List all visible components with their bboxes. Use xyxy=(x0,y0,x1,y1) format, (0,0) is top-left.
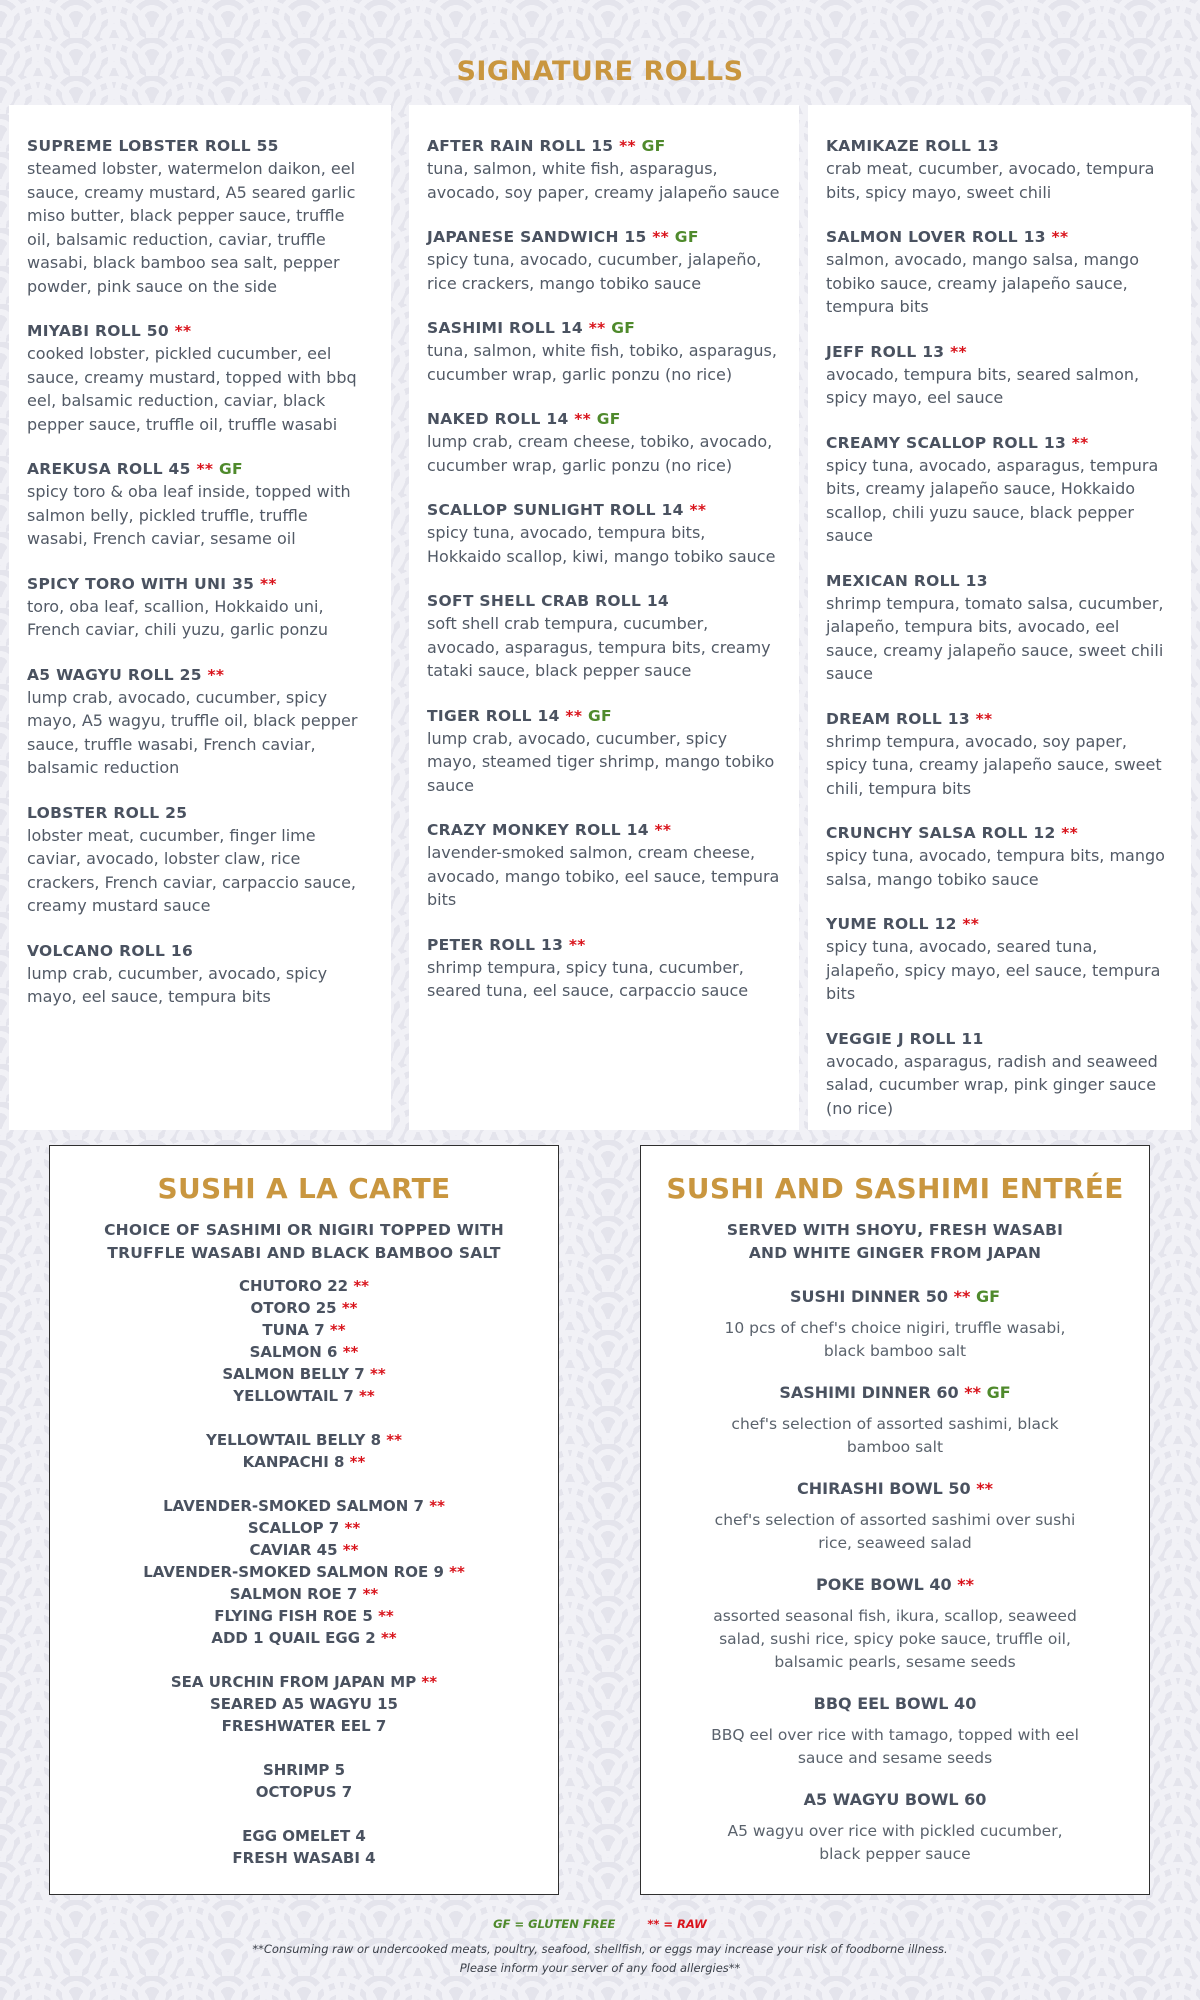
roll-name xyxy=(826,135,1173,157)
roll-name-price: CREAMY SCALLOP ROLL 13 xyxy=(826,433,1072,452)
roll-description: spicy toro & oba leaf inside, topped with salmon belly, pickled truffle, truffle wasabi, French caviar, sesame oil xyxy=(27,482,351,548)
roll-item xyxy=(427,705,781,798)
roll-description: salmon, avocado, mango salsa, mango tobiko sauce, creamy jalapeño sauce, tempura bits xyxy=(826,250,1139,316)
sushi-sashimi-entree-section xyxy=(640,1145,1150,1895)
roll-item xyxy=(27,458,373,551)
a-la-carte-item xyxy=(50,1671,558,1693)
roll-name-price: DREAM ROLL 13 xyxy=(826,709,976,728)
roll-name xyxy=(427,135,781,157)
roll-description: shrimp tempura, avocado, soy paper, spicy tuna, creamy jalapeño sauce, sweet chili, tempura bits xyxy=(826,731,1162,798)
rolls-column-3 xyxy=(808,105,1191,1130)
entree-subtitle-line-2: AND WHITE GINGER FROM JAPAN xyxy=(748,1244,1042,1262)
a-la-carte-item xyxy=(50,1539,558,1561)
roll-name xyxy=(427,934,781,956)
a-la-carte-item xyxy=(50,1781,558,1803)
roll-name xyxy=(826,226,1173,248)
raw-marker: ** xyxy=(654,821,672,839)
roll-item xyxy=(826,1028,1173,1121)
roll-name-price: AFTER RAIN ROLL 15 xyxy=(427,137,620,155)
entree-name xyxy=(641,1381,1149,1405)
roll-name-price: LOBSTER ROLL 25 xyxy=(27,803,188,822)
roll-name xyxy=(27,320,373,342)
roll-name xyxy=(427,705,781,727)
a-la-carte-subtitle-line-1: CHOICE OF SASHIMI OR NIGIRI TOPPED WITH xyxy=(104,1221,504,1239)
entree-name-price: A5 WAGYU BOWL 60 xyxy=(803,1790,987,1809)
roll-item xyxy=(826,341,1173,410)
roll-name xyxy=(27,802,373,824)
a-la-carte-group xyxy=(50,1429,558,1473)
roll-name xyxy=(826,341,1173,363)
a-la-carte-item xyxy=(50,1627,558,1649)
gluten-free-marker: GF xyxy=(596,410,621,428)
raw-marker: ** xyxy=(358,1387,375,1405)
entree-name-price: CHIRASHI BOWL 50 xyxy=(796,1479,977,1498)
a-la-carte-item-name: SEARED A5 WAGYU 15 xyxy=(210,1695,398,1713)
roll-name-price: MEXICAN ROLL 13 xyxy=(826,571,988,590)
roll-name xyxy=(27,458,373,480)
a-la-carte-subtitle-line-2: TRUFFLE WASABI AND BLACK BAMBOO SALT xyxy=(107,1244,501,1262)
entree-list xyxy=(641,1285,1149,1866)
a-la-carte-item-name: TUNA 7 xyxy=(262,1321,330,1339)
roll-description: tuna, salmon, white fish, tobiko, asparagus, cucumber wrap, garlic ponzu (no rice) xyxy=(427,341,777,384)
roll-item xyxy=(427,408,781,477)
raw-marker: ** xyxy=(449,1563,465,1581)
raw-marker: ** xyxy=(1061,824,1079,842)
raw-marker: ** xyxy=(565,706,583,725)
a-la-carte-item xyxy=(50,1715,558,1737)
a-la-carte-item-name: FRESHWATER EEL 7 xyxy=(221,1717,387,1735)
entree-item xyxy=(641,1692,1149,1770)
roll-description: lump crab, cream cheese, tobiko, avocado, cucumber wrap, garlic ponzu (no rice) xyxy=(427,432,773,475)
a-la-carte-item-name: FLYING FISH ROE 5 xyxy=(214,1607,379,1625)
a-la-carte-item xyxy=(50,1561,558,1583)
roll-description: tuna, salmon, white fish, asparagus, avocado, soy paper, creamy jalapeño sauce xyxy=(427,159,780,202)
a-la-carte-item-name: EGG OMELET 4 xyxy=(242,1827,366,1845)
a-la-carte-item xyxy=(50,1363,558,1385)
roll-name-price: SOFT SHELL CRAB ROLL 14 xyxy=(427,592,670,610)
roll-name xyxy=(826,1028,1173,1050)
a-la-carte-item xyxy=(50,1605,558,1627)
raw-marker: ** xyxy=(342,1541,359,1559)
legend xyxy=(0,1917,1200,1931)
raw-marker: ** xyxy=(349,1453,366,1471)
a-la-carte-title: SUSHI A LA CARTE xyxy=(157,1172,451,1205)
roll-name xyxy=(427,408,781,430)
entree-name-price: POKE BOWL 40 xyxy=(815,1575,958,1594)
entree-name xyxy=(641,1573,1149,1597)
roll-name xyxy=(826,432,1173,454)
a-la-carte-item xyxy=(50,1429,558,1451)
raw-marker: ** xyxy=(619,137,636,155)
roll-name xyxy=(826,708,1173,730)
disclaimer-line-1: **Consuming raw or undercooked meats, poultry, seafood, shellfish, or eggs may increase your risk of foodborne illness. xyxy=(252,1942,948,1956)
raw-marker: ** xyxy=(957,1575,974,1594)
roll-name-price: SALMON LOVER ROLL 13 xyxy=(826,228,1052,246)
a-la-carte-item xyxy=(50,1693,558,1715)
roll-item xyxy=(27,664,373,780)
entree-description: assorted seasonal fish, ikura, scallop, seaweed salad, sushi rice, spicy poke sauce, truffle oil, balsamic pearls, sesame seeds xyxy=(713,1607,1077,1671)
raw-marker: ** xyxy=(588,319,606,337)
raw-marker: ** xyxy=(421,1673,438,1691)
roll-description: toro, oba leaf, scallion, Hokkaido uni, French caviar, chili yuzu, garlic ponzu xyxy=(27,596,328,639)
roll-name-price: JEFF ROLL 13 xyxy=(826,342,951,361)
roll-description: crab meat, cucumber, avocado, tempura bits, spicy mayo, sweet chili xyxy=(826,159,1155,202)
roll-description: lobster meat, cucumber, finger lime caviar, avocado, lobster claw, rice crackers, French caviar, carpaccio sauce, creamy mustard sauce xyxy=(27,825,357,915)
sushi-a-la-carte-section xyxy=(49,1145,559,1895)
a-la-carte-item xyxy=(50,1495,558,1517)
raw-marker: ** xyxy=(1071,433,1089,452)
gluten-free-marker: GF xyxy=(641,137,666,155)
roll-description: spicy tuna, avocado, seared tuna, jalapeño, spicy mayo, eel sauce, tempura bits xyxy=(826,937,1161,1003)
entree-subtitle-line-1: SERVED WITH SHOYU, FRESH WASABI xyxy=(726,1221,1064,1239)
entree-item xyxy=(641,1285,1149,1363)
roll-item xyxy=(826,708,1173,801)
roll-name-price: VEGGIE J ROLL 11 xyxy=(826,1029,984,1048)
a-la-carte-item-name: SEA URCHIN FROM JAPAN MP xyxy=(170,1673,422,1691)
entree-item xyxy=(641,1381,1149,1459)
roll-item xyxy=(27,802,373,918)
a-la-carte-item-name: CHUTORO 22 xyxy=(238,1277,354,1295)
gluten-free-marker: GF xyxy=(986,1383,1011,1402)
raw-marker: ** xyxy=(975,709,993,728)
a-la-carte-item xyxy=(50,1297,558,1319)
a-la-carte-group xyxy=(50,1825,558,1869)
roll-name-price: KAMIKAZE ROLL 13 xyxy=(826,137,1000,155)
legend-raw: ** = RAW xyxy=(647,1917,707,1931)
roll-name-price: JAPANESE SANDWICH 15 xyxy=(427,228,653,246)
raw-marker: ** xyxy=(1051,228,1069,246)
a-la-carte-item xyxy=(50,1341,558,1363)
entree-name xyxy=(641,1477,1149,1501)
roll-description: avocado, tempura bits, seared salmon, spicy mayo, eel sauce xyxy=(826,364,1140,407)
a-la-carte-item-name: KANPACHI 8 xyxy=(242,1453,350,1471)
a-la-carte-item xyxy=(50,1847,558,1869)
a-la-carte-item xyxy=(50,1451,558,1473)
gluten-free-marker: GF xyxy=(975,1287,1000,1306)
roll-description: soft shell crab tempura, cucumber, avocado, asparagus, tempura bits, creamy tataki sauce, black pepper sauce xyxy=(427,614,771,680)
roll-item xyxy=(427,934,781,1003)
roll-item xyxy=(427,819,781,912)
entree-description: 10 pcs of chef's choice nigiri, truffle wasabi, black bamboo salt xyxy=(724,1319,1066,1360)
gluten-free-marker: GF xyxy=(674,228,699,246)
entree-name-price: SASHIMI DINNER 60 xyxy=(779,1383,965,1402)
roll-name-price: CRUNCHY SALSA ROLL 12 xyxy=(826,824,1062,842)
roll-item xyxy=(27,940,373,1009)
entree-name xyxy=(641,1788,1149,1812)
a-la-carte-subtitle xyxy=(50,1219,558,1265)
raw-marker: ** xyxy=(341,1299,358,1317)
roll-item xyxy=(27,320,373,436)
roll-description: spicy tuna, avocado, tempura bits, Hokkaido scallop, kiwi, mango tobiko sauce xyxy=(427,523,776,566)
raw-marker: ** xyxy=(174,322,192,340)
a-la-carte-group xyxy=(50,1495,558,1649)
roll-item xyxy=(427,226,781,295)
raw-marker: ** xyxy=(386,1431,402,1449)
roll-item xyxy=(826,913,1173,1006)
entree-name xyxy=(641,1285,1149,1309)
roll-description: spicy tuna, avocado, cucumber, jalapeño, rice crackers, mango tobiko sauce xyxy=(427,250,762,293)
entree-subtitle xyxy=(641,1219,1149,1265)
roll-name xyxy=(427,499,781,521)
roll-name-price: NAKED ROLL 14 xyxy=(427,410,575,428)
a-la-carte-item-name: SALMON BELLY 7 xyxy=(222,1365,370,1383)
roll-item xyxy=(826,135,1173,204)
raw-marker: ** xyxy=(362,1585,379,1603)
roll-description: spicy tuna, avocado, asparagus, tempura bits, creamy jalapeño sauce, Hokkaido scallop, chili yuzu sauce, black pepper sauce xyxy=(826,455,1159,545)
entree-name xyxy=(641,1692,1149,1716)
raw-marker: ** xyxy=(207,665,225,684)
roll-description: shrimp tempura, spicy tuna, cucumber, seared tuna, eel sauce, carpaccio sauce xyxy=(427,957,749,1000)
raw-marker: ** xyxy=(342,1343,359,1361)
gluten-free-marker: GF xyxy=(611,319,636,337)
raw-marker: ** xyxy=(329,1321,346,1339)
a-la-carte-item-name: SALMON 6 xyxy=(249,1343,343,1361)
roll-name xyxy=(27,664,373,686)
roll-name xyxy=(27,135,373,157)
raw-marker: ** xyxy=(652,228,670,246)
raw-marker: ** xyxy=(369,1365,386,1383)
a-la-carte-group xyxy=(50,1759,558,1803)
a-la-carte-item xyxy=(50,1517,558,1539)
a-la-carte-item-name: SCALLOP 7 xyxy=(247,1519,345,1537)
roll-description: steamed lobster, watermelon daikon, eel sauce, creamy mustard, A5 seared garlic miso butter, black pepper sauce, truffle oil, balsamic reduction, caviar, truffle wasabi, black bamboo sea salt, pepper powder, pink sauce on the side xyxy=(27,159,356,296)
entree-item xyxy=(641,1573,1149,1674)
roll-name xyxy=(826,822,1173,844)
a-la-carte-group xyxy=(50,1275,558,1407)
rolls-column-2 xyxy=(409,105,799,1130)
entree-description: chef's selection of assorted sashimi over sushi rice, seaweed salad xyxy=(714,1511,1076,1552)
entree-title: SUSHI AND SASHIMI ENTRÉE xyxy=(666,1172,1124,1205)
roll-name-price: YUME ROLL 12 xyxy=(826,915,963,933)
roll-item xyxy=(427,135,781,204)
a-la-carte-item-name: OTORO 25 xyxy=(250,1299,342,1317)
a-la-carte-item xyxy=(50,1759,558,1781)
entree-description: A5 wagyu over rice with pickled cucumber, black pepper sauce xyxy=(727,1822,1063,1863)
rolls-column-1 xyxy=(9,105,391,1130)
raw-marker: ** xyxy=(380,1629,397,1647)
roll-description: lump crab, avocado, cucumber, spicy mayo, steamed tiger shrimp, mango tobiko sauce xyxy=(427,728,775,795)
raw-marker: ** xyxy=(950,342,967,361)
menu-title: SIGNATURE ROLLS xyxy=(456,56,744,87)
roll-description: lump crab, cucumber, avocado, spicy mayo, eel sauce, tempura bits xyxy=(27,963,328,1006)
roll-name-price: A5 WAGYU ROLL 25 xyxy=(27,665,208,684)
roll-description: cooked lobster, pickled cucumber, eel sauce, creamy mustard, topped with bbq eel, balsamic reduction, caviar, black pepper sauce, truffle oil, truffle wasabi xyxy=(27,344,357,434)
raw-marker: ** xyxy=(196,460,214,478)
roll-name xyxy=(427,317,781,339)
roll-description: lavender-smoked salmon, cream cheese, avocado, mango tobiko, eel sauce, tempura bits xyxy=(427,843,780,909)
a-la-carte-item-name: OCTOPUS 7 xyxy=(255,1783,353,1801)
legend-gluten-free: GF = GLUTEN FREE xyxy=(493,1917,616,1931)
roll-name xyxy=(427,819,781,841)
raw-marker: ** xyxy=(344,1519,361,1537)
raw-marker: ** xyxy=(378,1607,394,1625)
roll-item xyxy=(27,135,373,298)
a-la-carte-item-name: LAVENDER-SMOKED SALMON 7 xyxy=(163,1497,430,1515)
roll-item xyxy=(826,432,1173,548)
roll-description: spicy tuna, avocado, tempura bits, mango salsa, mango tobiko sauce xyxy=(826,846,1165,889)
roll-description: shrimp tempura, tomato salsa, cucumber, jalapeño, tempura bits, avocado, eel sauce, creamy jalapeño sauce, sweet chili sauce xyxy=(826,593,1164,683)
roll-name-price: TIGER ROLL 14 xyxy=(427,706,566,725)
roll-name-price: AREKUSA ROLL 45 xyxy=(27,460,197,478)
raw-marker: ** xyxy=(259,574,277,593)
entree-name-price: SUSHI DINNER 50 xyxy=(790,1287,954,1306)
roll-item xyxy=(27,573,373,642)
roll-name-price: CRAZY MONKEY ROLL 14 xyxy=(427,821,655,839)
roll-name xyxy=(27,573,373,595)
roll-item xyxy=(427,499,781,568)
roll-item xyxy=(826,570,1173,686)
raw-marker: ** xyxy=(574,410,592,428)
roll-name xyxy=(826,913,1173,935)
a-la-carte-item-name: LAVENDER-SMOKED SALMON ROE 9 xyxy=(143,1563,450,1581)
roll-description: avocado, asparagus, radish and seaweed salad, cucumber wrap, pink ginger sauce (no rice) xyxy=(826,1051,1158,1118)
roll-description: lump crab, avocado, cucumber, spicy mayo, A5 wagyu, truffle oil, black pepper sauce, truffle wasabi, French caviar, balsamic reduction xyxy=(27,687,358,777)
roll-name xyxy=(427,590,781,612)
raw-marker: ** xyxy=(964,1383,981,1402)
roll-name-price: SCALLOP SUNLIGHT ROLL 14 xyxy=(427,501,690,519)
entree-item xyxy=(641,1788,1149,1866)
roll-name-price: PETER ROLL 13 xyxy=(427,935,569,954)
raw-marker: ** xyxy=(353,1277,370,1295)
roll-item xyxy=(826,822,1173,891)
raw-marker: ** xyxy=(953,1287,971,1306)
raw-marker: ** xyxy=(689,501,707,519)
raw-marker: ** xyxy=(429,1497,445,1515)
roll-name xyxy=(427,226,781,248)
raw-marker: ** xyxy=(962,915,980,933)
raw-marker: ** xyxy=(568,935,586,954)
roll-name xyxy=(27,940,373,962)
raw-marker: ** xyxy=(976,1479,993,1498)
roll-name-price: SASHIMI ROLL 14 xyxy=(427,319,589,337)
entree-item xyxy=(641,1477,1149,1555)
a-la-carte-item-name: FRESH WASABI 4 xyxy=(232,1849,376,1867)
entree-description: BBQ eel over rice with tamago, topped with eel sauce and sesame seeds xyxy=(711,1726,1079,1767)
a-la-carte-group xyxy=(50,1671,558,1737)
roll-name-price: MIYABI ROLL 50 xyxy=(27,322,175,340)
roll-item xyxy=(427,317,781,386)
roll-name-price: SUPREME LOBSTER ROLL 55 xyxy=(27,137,279,155)
roll-name xyxy=(826,570,1173,592)
a-la-carte-item xyxy=(50,1385,558,1407)
roll-name-price: SPICY TORO WITH UNI 35 xyxy=(27,574,260,593)
a-la-carte-item-name: SALMON ROE 7 xyxy=(229,1585,363,1603)
a-la-carte-item-name: SHRIMP 5 xyxy=(262,1761,346,1779)
a-la-carte-item xyxy=(50,1825,558,1847)
a-la-carte-item-name: CAVIAR 45 xyxy=(249,1541,343,1559)
gluten-free-marker: GF xyxy=(587,706,612,725)
food-safety-disclaimer xyxy=(0,1940,1200,1978)
roll-item xyxy=(427,590,781,683)
a-la-carte-item xyxy=(50,1319,558,1341)
a-la-carte-item-name: YELLOWTAIL BELLY 8 xyxy=(206,1431,387,1449)
disclaimer-line-2: Please inform your server of any food allergies** xyxy=(459,1961,741,1975)
a-la-carte-item-name: ADD 1 QUAIL EGG 2 xyxy=(211,1629,381,1647)
a-la-carte-item xyxy=(50,1583,558,1605)
entree-name-price: BBQ EEL BOWL 40 xyxy=(813,1694,977,1713)
a-la-carte-item xyxy=(50,1275,558,1297)
a-la-carte-list xyxy=(50,1275,558,1869)
entree-description: chef's selection of assorted sashimi, black bamboo salt xyxy=(731,1415,1059,1456)
gluten-free-marker: GF xyxy=(218,460,243,478)
roll-item xyxy=(826,226,1173,319)
roll-name-price: VOLCANO ROLL 16 xyxy=(27,941,194,960)
a-la-carte-item-name: YELLOWTAIL 7 xyxy=(233,1387,359,1405)
